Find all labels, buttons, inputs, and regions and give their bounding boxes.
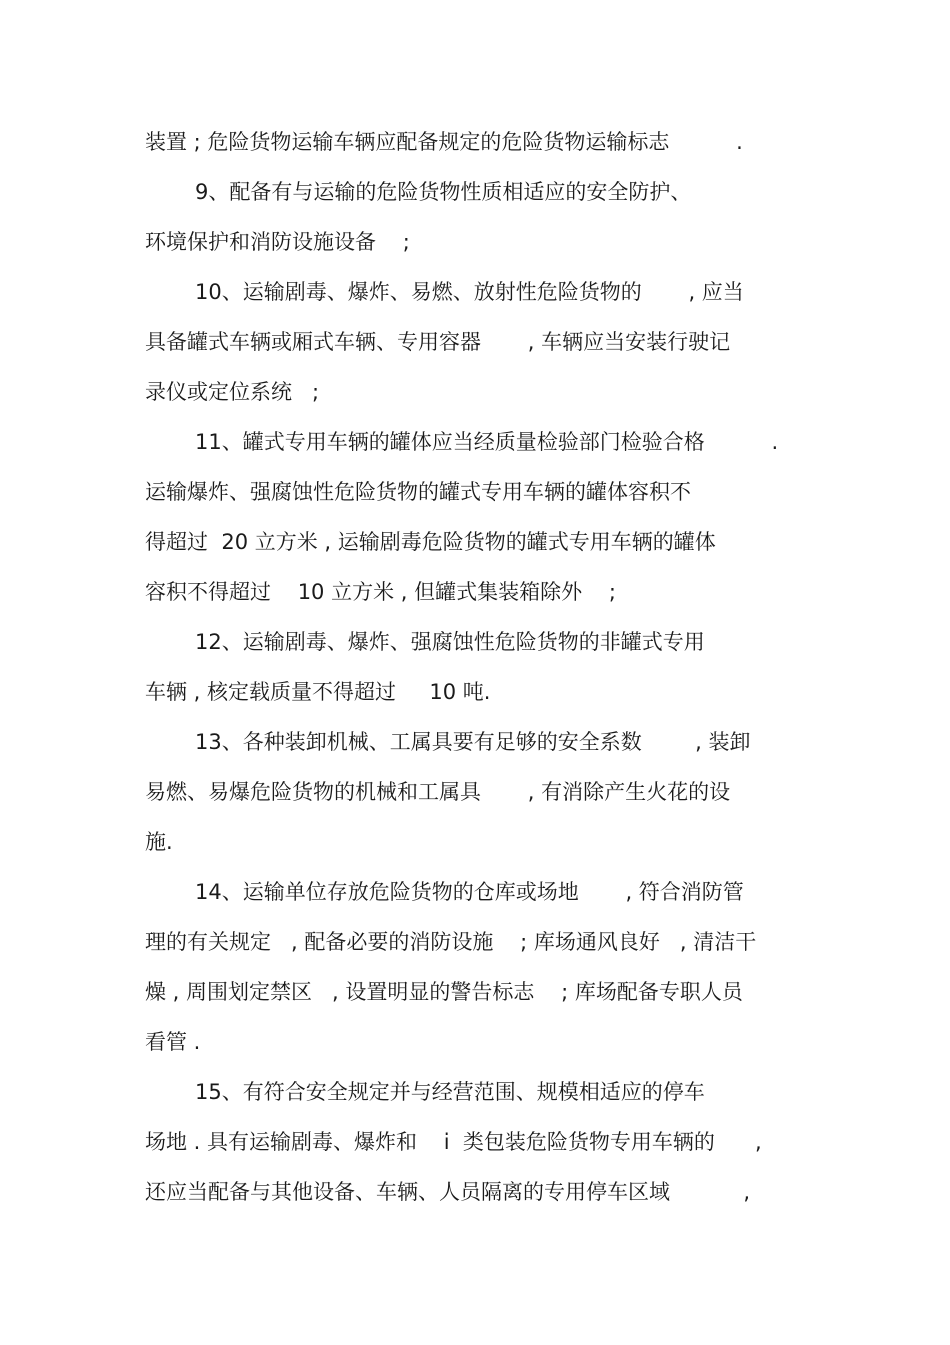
text-line: 看管 . — [145, 1030, 201, 1054]
clause-15-line: 15、有符合安全规定并与经营范围、规模相适应的停车 — [195, 1080, 705, 1104]
text-line: 施. — [145, 830, 173, 854]
clause-9-line: 9、配备有与运输的危险货物性质相适应的安全防护、 — [195, 180, 692, 204]
clause-11-line: 11、罐式专用车辆的罐体应当经质量检验部门检验合格 . — [195, 430, 779, 454]
text-line: 燥 , 周围划定禁区 , 设置明显的警告标志 ; 库场配备专职人员 — [145, 980, 743, 1004]
text-line: 得超过 20 立方米 , 运输剧毒危险货物的罐式专用车辆的罐体 — [145, 530, 716, 554]
text-line: 易燃、易爆危险货物的机械和工属具 , 有消除产生火花的设 — [145, 780, 731, 804]
text-line: 车辆 , 核定载质量不得超过 10 吨. — [145, 680, 491, 704]
text-line: 装置 ; 危险货物运输车辆应配备规定的危险货物运输标志 . — [145, 130, 743, 154]
text-line: 容积不得超过 10 立方米 , 但罐式集装箱除外 ; — [145, 580, 616, 604]
text-line: 还应当配备与其他设备、车辆、人员隔离的专用停车区域 , — [145, 1180, 751, 1204]
clause-12-line: 12、运输剧毒、爆炸、强腐蚀性危险货物的非罐式专用 — [195, 630, 705, 654]
text-line: 理的有关规定 , 配备必要的消防设施 ; 库场通风良好 , 清洁干 — [145, 930, 757, 954]
text-line: 具备罐式车辆或厢式车辆、专用容器 , 车辆应当安装行驶记 — [145, 330, 731, 354]
text-line: 环境保护和消防设施设备 ; — [145, 230, 410, 254]
clause-14-line: 14、运输单位存放危险货物的仓库或场地 , 符合消防管 — [195, 880, 744, 904]
clause-10-line: 10、运输剧毒、爆炸、易燃、放射性危险货物的 , 应当 — [195, 280, 744, 304]
text-line: 运输爆炸、强腐蚀性危险货物的罐式专用车辆的罐体容积不 — [145, 480, 691, 504]
text-line: 录仪或定位系统 ; — [145, 380, 320, 404]
clause-13-line: 13、各种装卸机械、工属具要有足够的安全系数 , 装卸 — [195, 730, 751, 754]
text-line: 场地 . 具有运输剧毒、爆炸和 i 类包装危险货物专用车辆的 , — [145, 1130, 762, 1154]
